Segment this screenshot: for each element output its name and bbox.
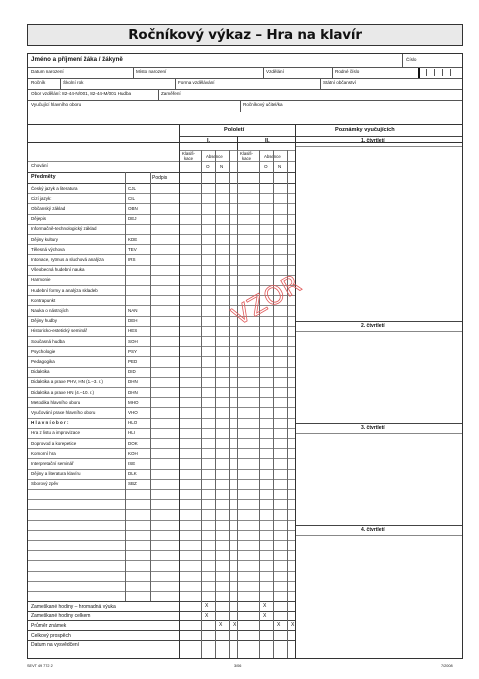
podpis-label: Podpis [152,175,168,181]
subject-code: KOH [128,450,138,456]
subject-code: OBN [128,205,138,211]
subject-code: DLK [128,471,137,477]
subject-name: Pedagogika [31,358,55,364]
vline-grade-col-3 [259,150,260,658]
subject-code: DOK [128,440,138,446]
vzdelani-label: Vzdělání [266,69,284,74]
footer-center: 3/06 [234,664,242,668]
subject-row-line [28,560,295,561]
pololeti-header: Pololetí [224,127,245,133]
notes-subline-q2 [295,331,462,332]
summary-row-label: Průměr známek [31,622,67,629]
absence-o-header-2: O [264,164,268,169]
subject-row-line [28,489,295,490]
subject-name: Hra z listu a improvizace [31,430,81,436]
subject-row-line [28,550,295,551]
chovani-label: Chování [31,163,48,168]
summary-row-line [28,611,295,612]
subject-row-line [28,397,295,398]
subject-code: SOH [128,338,138,344]
subject-code: DHN [128,379,138,385]
subject-code: IRS [128,256,136,262]
subject-code: KDE [128,236,138,242]
subject-name: Intonace, rytmus a sluchová analýza [31,256,104,262]
hline-body-start [28,183,295,184]
vline-subject [125,172,126,601]
klas-2-line2: kace [242,156,252,161]
subject-row-line [28,448,295,449]
vline-grades-start [179,125,180,658]
summary-mark: X [205,603,209,610]
notes-q1-header: 1. čtvrtletí [361,138,385,144]
statni-obcanstvi-label: Státní občanství [323,80,356,85]
vzor-watermark: VZOR [227,268,307,332]
notes-q2-header: 2. čtvrtletí [361,322,385,329]
subject-row-line [28,581,295,582]
subject-row-line [28,214,295,215]
subject-row-line [28,377,295,378]
subject-row-line [28,520,295,521]
subject-name: Občanský základ [31,205,66,211]
subject-row-line [28,530,295,531]
subject-code: HES [128,328,138,334]
subject-row-line [28,336,295,337]
info-row-obor [28,90,462,101]
subject-code: CIL [128,195,136,201]
subject-row-line [28,356,295,357]
subject-name: Informačně-technologický základ [31,226,97,232]
page-title: Ročníkový výkaz – Hra na klavír [27,24,463,46]
subject-name: Tělesná výchova [31,246,65,252]
subject-name: Český jazyk a literatura [31,185,78,191]
zamereni-label: Zaměření [161,91,181,96]
cislo-label: Číslo [406,57,417,62]
subject-name: Sborový zpěv [31,481,59,487]
subject-row-line [28,469,295,470]
subject-row-line [28,509,295,510]
forma-vzdelavani-label: Forma vzdělávání [178,80,215,85]
subject-row-line [28,499,295,500]
subject-name: Dějiny kultury [31,236,59,242]
notes-divider-q4 [295,525,462,526]
info-row-year [28,79,462,90]
vline-sem-divider [237,136,238,150]
name-label: Jméno a příjmení žáka / žákyně [31,56,123,63]
subject-row-line [28,407,295,408]
subject-code: DID [128,369,136,375]
summary-row-line [28,620,295,621]
info-row-teachers [28,101,462,112]
summary-mark: X [219,622,223,629]
hline-h4 [28,172,295,173]
vline-grade-col-0 [201,150,202,658]
notes-header: Poznámky vyučujících [335,127,395,133]
subject-row-line [28,479,295,480]
notes-q3-header: 3. čtvrtletí [361,424,385,431]
datum-narozeni-label: Datum narození [31,69,64,74]
absence-2-label: Absence [264,154,281,159]
subject-code: DHN [128,389,138,395]
summary-row-line [28,630,295,631]
klas-1-line1: Klasifi- [182,151,195,156]
notes-divider-top [295,136,462,137]
info-row-birth [28,68,462,79]
subject-code: SBZ [128,481,137,487]
subject-name: Didaktika a praxe HN (4.–10. r.) [31,389,95,395]
rocnik-label: Ročník [31,80,46,85]
absence-1-label: Absence [206,154,223,159]
subject-code: VHO [128,409,138,415]
subject-row-line [28,285,295,286]
subject-row-line [28,275,295,276]
subject-code: PED [128,358,138,364]
notes-subline-q3 [295,433,462,434]
subject-name: Dějepis [31,216,47,222]
subject-name: Doprovod a korepetice [31,440,77,446]
subject-code: MHO [128,399,139,405]
vline-grade-col-2 [229,150,230,658]
footer-left: SEVT 49 772 2 [27,664,53,668]
subject-row-line [28,571,295,572]
subject-code: TEV [128,246,137,252]
misto-narozeni-label: Místo narození [136,69,167,74]
subject-code: DEJ [128,216,137,222]
summary-mark: X [205,612,209,619]
subject-row-line [28,367,295,368]
subject-code: ISE [128,460,136,466]
subject-row-line [28,438,295,439]
vline-grade-col-4 [273,150,274,658]
summary-row-line [28,640,295,641]
predmety-label: Předměty [31,174,56,180]
skolni-rok-label: Školní rok [63,80,84,85]
summary-row-line [28,601,295,602]
summary-mark: X [291,622,295,629]
subject-name: Současná hudba [31,338,65,344]
subject-row-line [28,265,295,266]
rocnikovy-ucitel-label: Ročníkový učitel/ka [243,102,283,107]
notes-q4-header: 4. čtvrtletí [361,526,385,533]
subject-code: HLI [128,430,136,436]
summary-mark: X [233,622,237,629]
summary-row-label: Celkový prospěch [31,632,71,639]
subject-code: NAN [128,307,138,313]
absence-n-header-1: N [220,164,224,169]
vline-grade-col-1 [215,150,216,658]
subject-name: Metodika hlavního oboru [31,399,81,405]
subject-name: Interpretační seminář [31,460,74,466]
semester-2-header: II. [265,138,270,144]
subject-row-line [28,254,295,255]
subject-row-line [28,234,295,235]
klas-1-line2: kace [184,156,194,161]
subject-name: Všeobecná hudební nauka [31,267,85,273]
subject-name: H l a v n í o b o r : [31,420,69,426]
subject-row-line [28,540,295,541]
notes-divider-q2 [295,321,462,322]
summary-mark: X [277,622,281,629]
klas-2-line1: Klasifi- [240,151,253,156]
subject-code: PSY [128,348,138,354]
summary-row-label: Datum na vysvědčení [31,642,80,649]
summary-mark: X [263,612,267,619]
subject-code: CJL [128,185,137,191]
subject-name: Komorní hra [31,450,56,456]
subject-name: Dějiny a literatura klavíru [31,471,81,477]
notes-subline-q1 [295,146,462,147]
subject-name: Cizí jazyk: [31,195,52,201]
subject-name: Didaktika [31,369,50,375]
grades-table [27,124,463,659]
summary-row-label: Zameškané hodiny – hromadná výuka [31,603,116,610]
notes-divider-q3 [295,423,462,424]
subject-row-line [28,387,295,388]
subject-name: Hudební formy a analýza skladeb [31,287,98,293]
subject-row-line [28,203,295,204]
subject-name: Didaktika a praxe PHV, HN (1.–3. r.) [31,379,103,385]
subject-name: Harmonie [31,277,51,283]
vline-grade-col-5 [287,150,288,658]
subject-name: Nauka o nástrojích [31,307,69,313]
subject-code: DEH [128,318,138,324]
subject-code: HLO [128,420,138,426]
summary-row-label: Zameškané hodiny celkem [31,613,91,620]
vline-code [150,172,151,601]
subject-row-line [28,244,295,245]
subject-row-line [28,326,295,327]
semester-1-header: I. [207,138,211,144]
vyucujici-label: Vyučující hlavního oboru [31,102,82,107]
hline-h3 [28,161,295,162]
absence-n-header-3: N [278,164,282,169]
subject-name: Dějiny hudby [31,318,58,324]
subject-name: Kontrapunkt [31,297,56,303]
subject-row-line [28,428,295,429]
rodne-cislo-label: Rodné číslo [335,69,360,74]
subject-row-line [28,458,295,459]
subject-row-line [28,591,295,592]
subject-row-line [28,418,295,419]
vline-notes [295,125,296,658]
subject-name: Psychologie [31,348,56,354]
subject-name: Historicko-estetický seminář [31,328,88,334]
info-row-name [28,54,462,68]
notes-subline-q4 [295,535,462,536]
subject-name: Vyučování praxe hlavního oboru [31,409,96,415]
footer-right: 7/2008 [441,664,453,668]
subject-row-line [28,224,295,225]
subject-row-line [28,193,295,194]
subject-row-line [28,346,295,347]
summary-mark: X [263,603,267,610]
vline-grade-mid [237,150,238,658]
absence-o-header-0: O [206,164,210,169]
obor-vzdelani-label: Obor vzdělání: 82-44-N/001, 82-44-M/001 Hudba [31,91,132,96]
